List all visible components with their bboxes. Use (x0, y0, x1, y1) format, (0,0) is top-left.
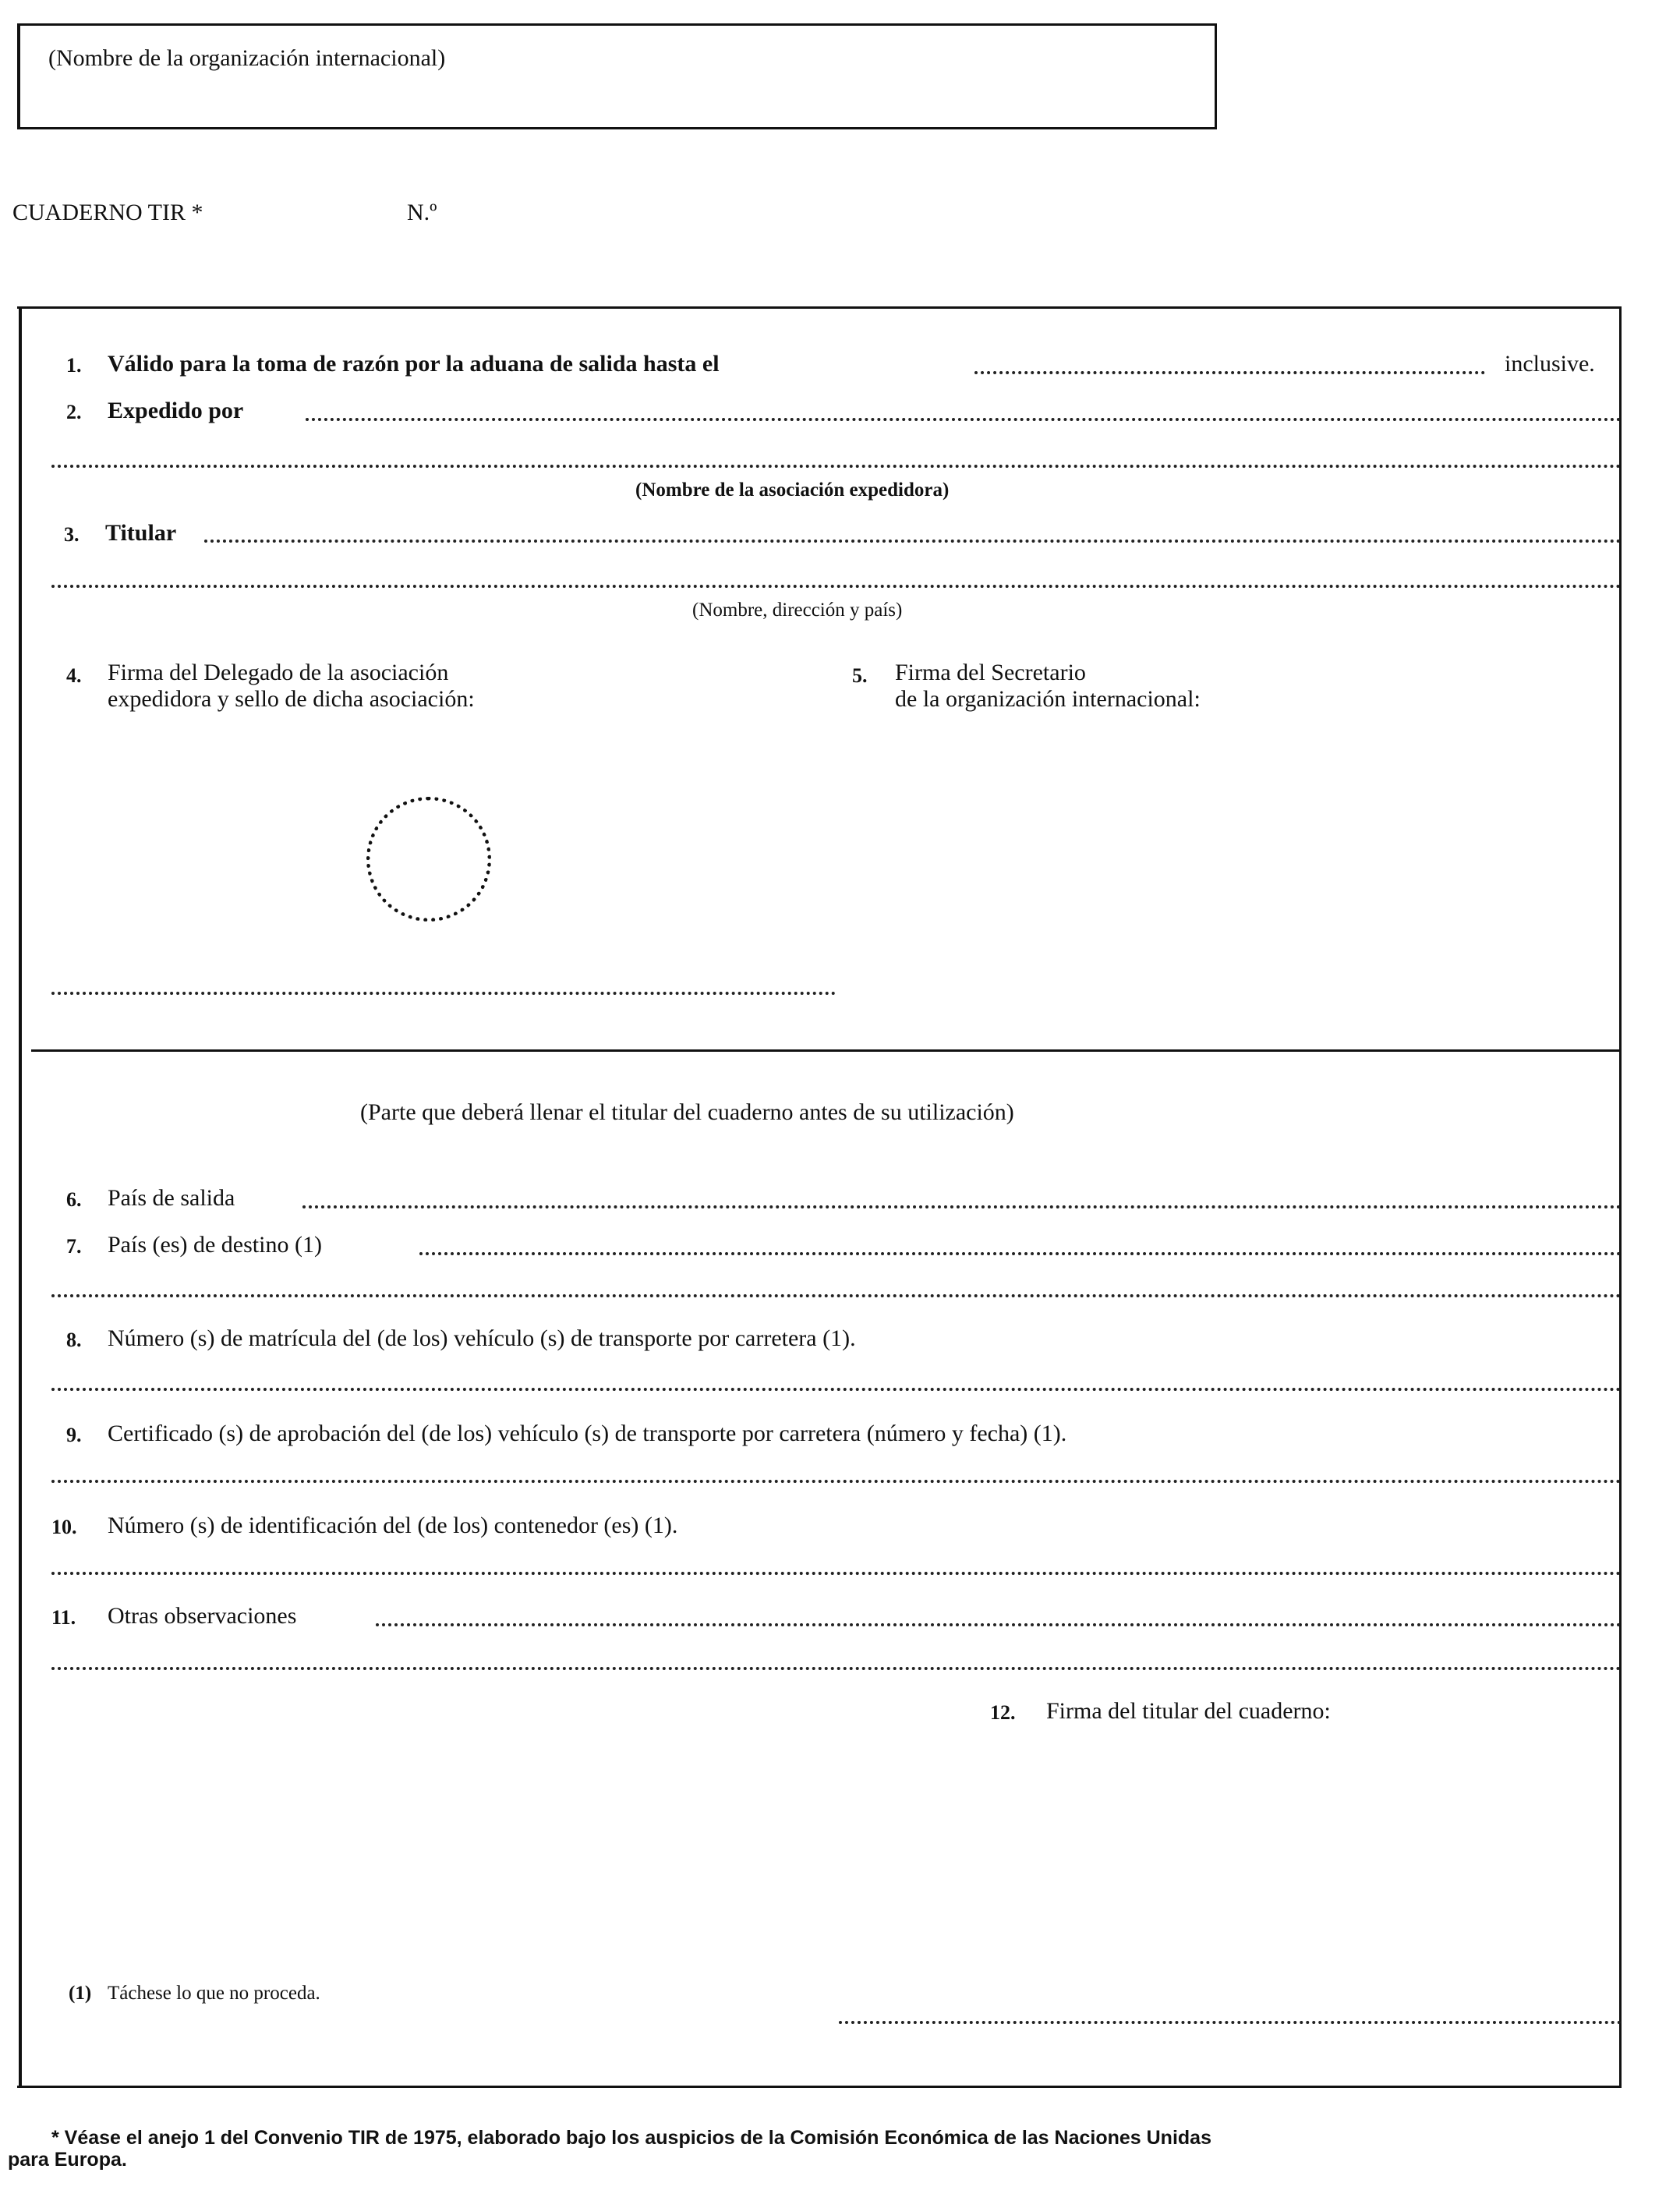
item-1-number: 1. (66, 354, 82, 377)
item-2-number: 2. (66, 401, 82, 423)
item-1-suffix: inclusive. (1505, 351, 1595, 377)
document-title: CUADERNO TIR * (12, 200, 203, 225)
document-number-label: N.º (407, 200, 437, 225)
organization-name-box (17, 23, 1217, 129)
item-8-field[interactable] (51, 1388, 1622, 1391)
item-5-line2: de la organización internacional: (895, 686, 1201, 712)
item-11-field-line2[interactable] (51, 1667, 1622, 1670)
item-7-label: País (es) de destino (1) (108, 1232, 322, 1258)
part2-heading: (Parte que deberá llenar el titular del cuaderno antes de su utilización) (360, 1099, 1014, 1125)
item-6-number: 6. (66, 1188, 82, 1211)
item-8-number: 8. (66, 1329, 82, 1351)
item-3-number: 3. (64, 523, 80, 546)
item-3-field-line2[interactable] (51, 585, 1622, 588)
item-1-date-field[interactable] (974, 371, 1485, 374)
item-9-field[interactable] (51, 1480, 1622, 1483)
item-10-field[interactable] (51, 1572, 1622, 1575)
item-10-number: 10. (51, 1516, 77, 1538)
form-right-border (1619, 306, 1622, 2086)
item-2-field-line2[interactable] (51, 465, 1622, 468)
note-number: (1) (69, 1983, 92, 2004)
note-text: Táchese lo que no proceda. (108, 1983, 320, 2004)
form-left-border (19, 306, 22, 2086)
item-6-label: País de salida (108, 1185, 235, 1211)
footnote-line1: * Véase el anejo 1 del Convenio TIR de 1975, elaborado bajo los auspicios de la Comisión Económica de las Naciones Unidas (51, 2127, 1211, 2149)
item-12-label: Firma del titular del cuaderno: (1046, 1698, 1331, 1724)
form-bottom-border (17, 2086, 1622, 2088)
organization-name-label: (Nombre de la organización internacional) (48, 45, 446, 71)
item-4-line1: Firma del Delegado de la asociación (108, 660, 449, 685)
item-11-field[interactable] (376, 1623, 1622, 1626)
item-9-label: Certificado (s) de aprobación del (de los) vehículo (s) de transporte por carretera (número y fecha) (1). (108, 1421, 1067, 1446)
item-7-number: 7. (66, 1235, 82, 1258)
item-4-number: 4. (66, 664, 82, 687)
footnote-line2: para Europa. (8, 2149, 127, 2171)
item-12-signature-field[interactable] (839, 2021, 1622, 2024)
item-7-field[interactable] (419, 1252, 1622, 1255)
item-3-field[interactable] (204, 540, 1622, 543)
item-6-field[interactable] (302, 1205, 1622, 1208)
holder-caption: (Nombre, dirección y país) (692, 600, 903, 621)
item-12-number: 12. (990, 1701, 1016, 1724)
item-4-signature-field[interactable] (51, 992, 836, 995)
section-divider (31, 1049, 1622, 1052)
item-5-line1: Firma del Secretario (895, 660, 1086, 685)
item-11-label: Otras observaciones (108, 1603, 297, 1629)
item-2-label: Expedido por (108, 398, 244, 423)
item-4-line2: expedidora y sello de dicha asociación: (108, 686, 475, 712)
form-top-border (17, 306, 1622, 309)
item-7-field-line2[interactable] (51, 1294, 1622, 1297)
item-9-number: 9. (66, 1424, 82, 1446)
association-seal-stamp (366, 797, 491, 922)
item-8-label: Número (s) de matrícula del (de los) vehículo (s) de transporte por carretera (1). (108, 1325, 856, 1351)
item-11-number: 11. (51, 1606, 76, 1629)
item-5-number: 5. (852, 664, 868, 687)
association-name-caption: (Nombre de la asociación expedidora) (635, 479, 950, 501)
item-2-field[interactable] (306, 418, 1622, 421)
item-1-label: Válido para la toma de razón por la aduana de salida hasta el (108, 351, 720, 377)
item-10-label: Número (s) de identificación del (de los) contenedor (es) (1). (108, 1513, 678, 1538)
item-3-label: Titular (105, 520, 177, 546)
